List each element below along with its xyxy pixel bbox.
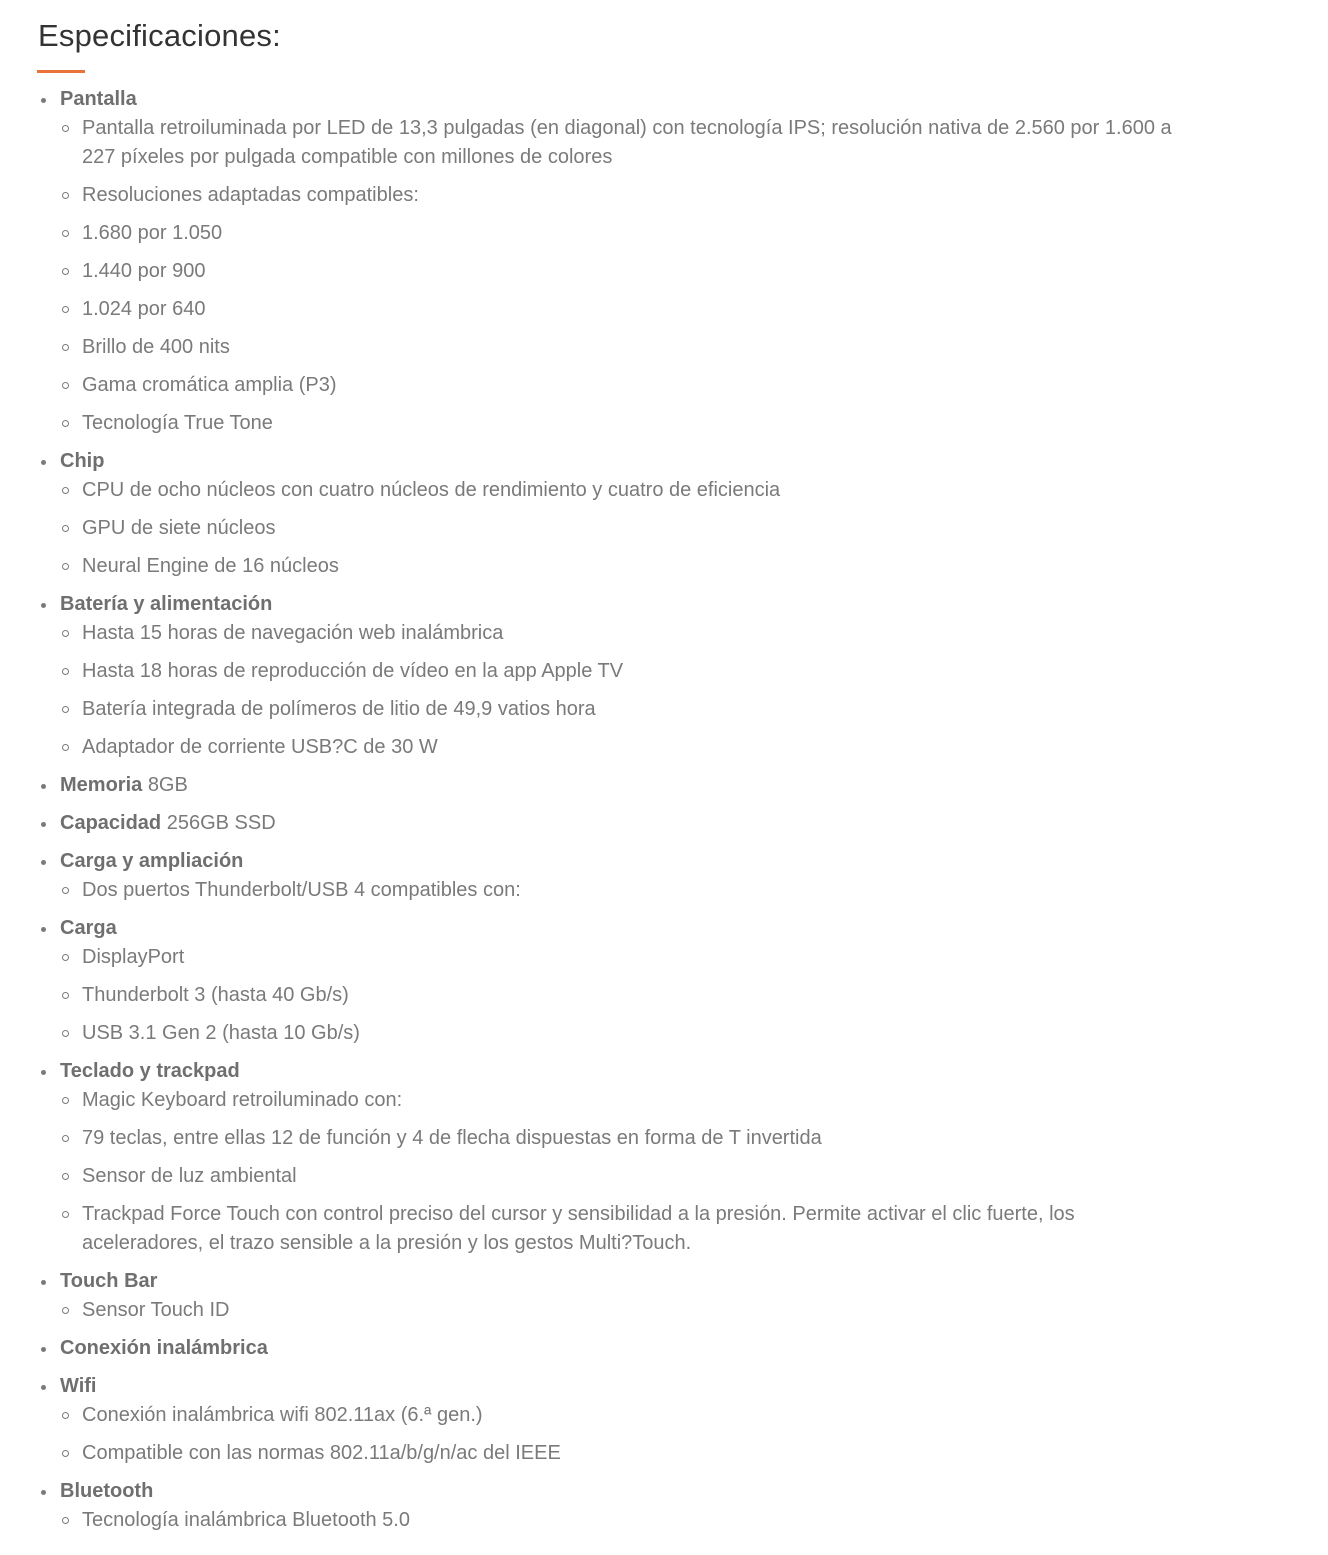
spec-item: Hasta 18 horas de reproducción de vídeo en la app Apple TV [60, 657, 1198, 686]
spec-item: Sensor Touch ID [60, 1296, 1198, 1325]
spec-section-value: 8GB [147, 774, 188, 796]
spec-list [38, 85, 1198, 1535]
spec-item: Conexión inalámbrica wifi 802.11ax (6.ª gen.) [60, 1401, 1198, 1430]
spec-item: Pantalla retroiluminada por LED de 13,3 pulgadas (en diagonal) con tecnología IPS; resolución nativa de 2.560 por 1.600 a 227 píxeles por pulgada compatible con millones de colores [60, 114, 1198, 172]
spec-sublist [60, 943, 1198, 1048]
spec-sublist [60, 476, 1198, 581]
spec-item: Compatible con las normas 802.11a/b/g/n/ac del IEEE [60, 1439, 1198, 1468]
spec-item: 1.680 por 1.050 [60, 219, 1198, 248]
spec-section [38, 847, 1198, 905]
spec-item: Trackpad Force Touch con control preciso del cursor y sensibilidad a la presión. Permite activar el clic fuerte, los aceleradores, el trazo sensible a la presión y los gestos Multi?Touch. [60, 1200, 1198, 1258]
spec-item: USB 3.1 Gen 2 (hasta 10 Gb/s) [60, 1019, 1198, 1048]
spec-item: Thunderbolt 3 (hasta 40 Gb/s) [60, 981, 1198, 1010]
spec-sublist [60, 114, 1198, 438]
spec-item: 79 teclas, entre ellas 12 de función y 4 de flecha dispuestas en forma de T invertida [60, 1124, 1198, 1153]
spec-item: Magic Keyboard retroiluminado con: [60, 1086, 1198, 1115]
spec-section [38, 85, 1198, 438]
spec-sublist [60, 619, 1198, 762]
spec-section-label: Pantalla [60, 88, 137, 110]
spec-item: 1.440 por 900 [60, 257, 1198, 286]
spec-section-label: Batería y alimentación [60, 593, 273, 615]
spec-section [38, 809, 1198, 838]
spec-item: 1.024 por 640 [60, 295, 1198, 324]
spec-section [38, 914, 1198, 1048]
title-underline [37, 70, 85, 73]
spec-section [38, 1477, 1198, 1535]
spec-sublist [60, 1401, 1198, 1468]
spec-section-label: Conexión inalámbrica [60, 1337, 268, 1359]
spec-section-label: Bluetooth [60, 1480, 154, 1502]
spec-section-label: Teclado y trackpad [60, 1060, 240, 1082]
spec-section [38, 771, 1198, 800]
spec-section-label: Chip [60, 450, 105, 472]
spec-item: Gama cromática amplia (P3) [60, 371, 1198, 400]
spec-item: Tecnología inalámbrica Bluetooth 5.0 [60, 1506, 1198, 1535]
spec-section [38, 1372, 1198, 1468]
spec-item: Batería integrada de polímeros de litio de 49,9 vatios hora [60, 695, 1198, 724]
spec-sublist [60, 876, 1198, 905]
spec-section-label: Carga [60, 917, 117, 939]
spec-sublist [60, 1506, 1198, 1535]
spec-item: Sensor de luz ambiental [60, 1162, 1198, 1191]
spec-section-label: Touch Bar [60, 1270, 158, 1292]
page-title: Especificaciones: [38, 18, 281, 53]
spec-item: Adaptador de corriente USB?C de 30 W [60, 733, 1198, 762]
spec-item: Resoluciones adaptadas compatibles: [60, 181, 1198, 210]
spec-section-label: Carga y ampliación [60, 850, 244, 872]
spec-item: Brillo de 400 nits [60, 333, 1198, 362]
spec-section [38, 1267, 1198, 1325]
spec-section-label: Capacidad [60, 812, 162, 834]
spec-section [38, 590, 1198, 762]
spec-sublist [60, 1296, 1198, 1325]
spec-sublist [60, 1086, 1198, 1258]
spec-item: Hasta 15 horas de navegación web inalámbrica [60, 619, 1198, 648]
spec-section-label: Wifi [60, 1375, 97, 1397]
spec-item: Tecnología True Tone [60, 409, 1198, 438]
spec-item: GPU de siete núcleos [60, 514, 1198, 543]
spec-item: Dos puertos Thunderbolt/USB 4 compatibles con: [60, 876, 1198, 905]
spec-section [38, 447, 1198, 581]
spec-item: DisplayPort [60, 943, 1198, 972]
spec-section-label: Memoria [60, 774, 143, 796]
spec-section [38, 1334, 1198, 1363]
spec-section [38, 1057, 1198, 1258]
spec-item: Neural Engine de 16 núcleos [60, 552, 1198, 581]
spec-item: CPU de ocho núcleos con cuatro núcleos de rendimiento y cuatro de eficiencia [60, 476, 1198, 505]
spec-section-value: 256GB SSD [166, 812, 276, 834]
